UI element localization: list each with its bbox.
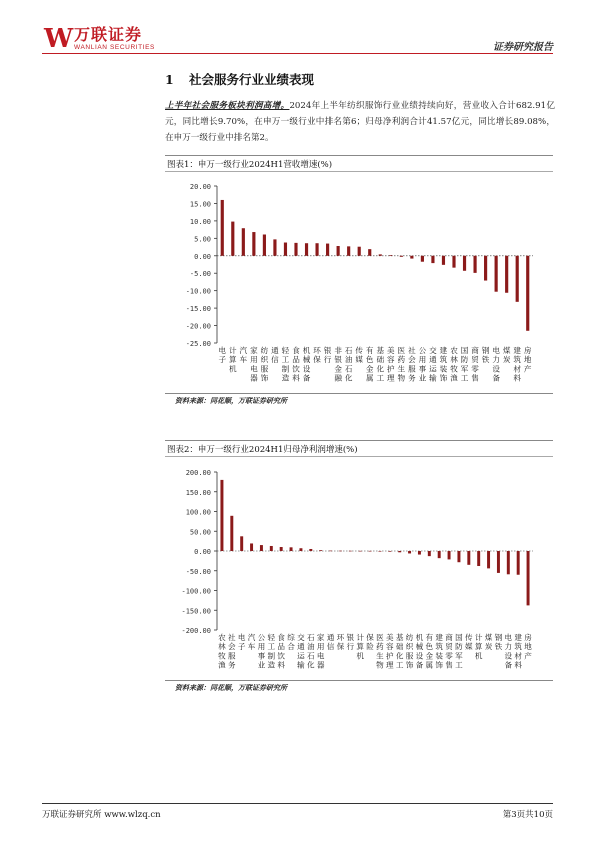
bar: [484, 256, 487, 281]
bar: [240, 536, 243, 551]
bar: [284, 243, 287, 256]
y-tick-label: 50.00: [189, 528, 211, 537]
bar: [428, 551, 431, 556]
x-tick-label: 社会服务: [408, 346, 416, 383]
x-tick-label: 煤炭: [484, 633, 493, 652]
bar: [220, 480, 223, 551]
figure-2-source: 资料来源：同花顺，万联证券研究所: [175, 684, 287, 692]
bar: [378, 551, 381, 552]
y-tick-label: 5.00: [194, 235, 211, 244]
y-tick-label: 0.00: [194, 548, 211, 556]
bar: [497, 551, 500, 573]
bar: [347, 246, 350, 255]
x-tick-label: 电子: [237, 633, 246, 652]
bar: [487, 551, 490, 568]
bar: [242, 228, 245, 256]
y-tick-label: -20.00: [185, 322, 211, 331]
bar: [477, 551, 480, 566]
bar: [438, 551, 441, 558]
bar: [273, 239, 276, 255]
header-divider: [42, 53, 553, 54]
x-tick-label: 美容护理: [387, 346, 395, 383]
x-tick-label: 通信: [271, 346, 279, 365]
y-tick-label: 100.00: [185, 508, 211, 517]
y-tick-label: -10.00: [185, 287, 211, 296]
x-tick-label: 公用事业: [257, 633, 266, 670]
bar: [319, 550, 322, 551]
bar: [263, 234, 266, 255]
bar: [400, 256, 403, 257]
figure-2-bottom-rule: [165, 680, 553, 681]
bar: [505, 256, 508, 293]
logo-mark: W: [44, 24, 72, 54]
paragraph-lead: 上半年社会服务板块利润高增。: [165, 101, 290, 111]
x-tick-label: 基础化工: [376, 346, 385, 383]
x-tick-label: 社会服务: [228, 633, 236, 670]
bar: [230, 516, 233, 551]
x-tick-label: 商贸零售: [445, 633, 453, 670]
x-tick-label: 电力设备: [504, 633, 513, 670]
bar: [495, 256, 498, 292]
bar: [280, 547, 283, 551]
page-number: 第3页共10页: [502, 810, 553, 820]
bar: [368, 249, 371, 256]
x-tick-label: 环保: [313, 346, 321, 365]
y-tick-label: 200.00: [185, 469, 211, 477]
x-tick-label: 通信: [326, 633, 335, 652]
y-tick-label: -5.00: [189, 270, 211, 279]
x-tick-label: 农林牧渔: [450, 346, 458, 383]
logo-english-name: WANLIAN SECURITIES: [74, 44, 155, 51]
logo-chinese-name: 万联证券: [74, 25, 143, 44]
y-tick-label: 10.00: [189, 217, 211, 226]
bar: [349, 551, 352, 552]
y-tick-label: 0.00: [194, 252, 211, 261]
x-tick-label: 建筑装饰: [439, 346, 448, 383]
bar: [398, 551, 401, 552]
bar: [473, 256, 476, 273]
bar: [359, 551, 362, 552]
x-tick-label: 农林牧渔: [218, 633, 226, 670]
bar: [463, 256, 466, 271]
bar: [517, 551, 520, 575]
y-tick-label: -150.00: [181, 607, 211, 616]
figure-2: [165, 440, 553, 689]
x-tick-label: 国防军工: [460, 346, 469, 383]
bar: [221, 200, 224, 256]
figure-1: [165, 155, 553, 397]
y-tick-label: -25.00: [185, 340, 211, 348]
x-tick-label: 房地产: [524, 633, 532, 661]
x-tick-label: 机械设备: [415, 633, 424, 670]
section-number: 1: [165, 72, 174, 87]
x-tick-label: 食品饮料: [277, 633, 285, 670]
bar: [315, 243, 318, 256]
bar: [421, 256, 424, 262]
bar: [231, 222, 234, 256]
bar: [388, 551, 391, 552]
x-tick-label: 电子: [218, 346, 227, 365]
x-tick-label: 非银金融: [334, 346, 342, 383]
paragraph-body: 2024年上半年纺织服饰行业业绩持续向好，营业收入合计682.91亿元，同比增长9.70%，在申万一级行业中排名第6；归母净利润合计41.57亿元，同比增长89.08%，在申万一级行业中排名第2。: [165, 101, 555, 143]
x-tick-label: 汽车: [239, 346, 248, 365]
footer-divider: [42, 803, 553, 804]
bar: [389, 255, 392, 256]
x-tick-label: 家用电器: [316, 633, 325, 670]
bar: [326, 244, 329, 256]
x-tick-label: 建筑装饰: [435, 633, 443, 670]
bar: [270, 546, 273, 551]
bar: [369, 551, 372, 552]
body-paragraph: [165, 98, 555, 146]
x-tick-label: 计算机: [474, 633, 483, 661]
x-tick-label: 综合: [287, 633, 295, 652]
x-tick-label: 石油石化: [344, 346, 353, 383]
bar: [299, 548, 302, 551]
x-tick-label: 商贸零售: [471, 346, 479, 383]
bar: [410, 256, 413, 259]
x-tick-label: 国防军工: [455, 633, 463, 670]
bar: [467, 551, 470, 565]
y-tick-label: -200.00: [181, 627, 211, 635]
x-tick-label: 计算机: [356, 633, 364, 661]
figure-1-source: 资料来源：同花顺，万联证券研究所: [175, 397, 287, 405]
y-tick-label: -100.00: [181, 587, 211, 596]
bar: [457, 551, 460, 562]
y-tick-label: 15.00: [189, 200, 211, 209]
bar: [527, 551, 530, 605]
section-title: [165, 70, 314, 88]
x-tick-label: 纺织服饰: [405, 633, 414, 670]
y-tick-label: -50.00: [185, 567, 211, 576]
x-tick-label: 汽车: [247, 633, 256, 652]
report-type: 证券研究报告: [493, 42, 553, 53]
bar: [379, 254, 382, 255]
x-tick-label: 公用事业: [418, 346, 427, 383]
bar: [290, 547, 293, 551]
x-tick-label: 银行: [323, 346, 332, 365]
x-tick-label: 纺织服饰: [260, 346, 269, 383]
y-tick-label: 150.00: [185, 488, 211, 497]
bar: [507, 551, 510, 574]
section-title-text: 社会服务行业业绩表现: [189, 72, 315, 87]
bar: [339, 551, 342, 552]
bar: [448, 551, 451, 559]
x-tick-label: 煤炭: [502, 346, 511, 365]
x-tick-label: 传媒: [355, 346, 363, 365]
brand-logo: [44, 26, 164, 52]
x-tick-label: 建筑材料: [513, 346, 521, 383]
x-tick-label: 建筑材料: [514, 633, 522, 670]
net-profit-growth-chart: [165, 457, 553, 689]
x-tick-label: 保险: [366, 633, 374, 652]
x-tick-label: 家用电器: [250, 346, 258, 383]
x-tick-label: 银行: [346, 633, 355, 652]
x-tick-label: 有色金属: [425, 633, 434, 670]
x-tick-label: 轻工制造: [281, 346, 290, 383]
bar: [452, 256, 455, 268]
bar: [260, 545, 263, 551]
bar: [305, 243, 308, 256]
x-tick-label: 房地产: [523, 346, 532, 374]
bar: [418, 551, 421, 555]
bar: [442, 256, 445, 265]
bar: [431, 256, 434, 263]
bar: [252, 232, 255, 256]
x-tick-label: 医药生物: [397, 346, 406, 383]
x-tick-label: 食品饮料: [292, 346, 300, 383]
x-tick-label: 计算机: [229, 346, 237, 374]
x-tick-label: 石油石化: [307, 633, 315, 670]
x-tick-label: 环保: [336, 633, 345, 652]
x-tick-label: 机械设备: [302, 346, 311, 383]
x-tick-label: 基础化工: [395, 633, 404, 670]
bar: [408, 551, 411, 553]
y-tick-label: 20.00: [189, 183, 211, 191]
y-tick-label: -15.00: [185, 305, 211, 314]
bar: [526, 256, 529, 331]
x-tick-label: 钢铁: [481, 346, 490, 365]
figure-1-title: 图表1：申万一级行业2024H1营收增速(%): [165, 156, 553, 172]
bar: [329, 551, 332, 552]
bar: [337, 246, 340, 256]
bar: [516, 256, 519, 302]
x-tick-label: 医药生物: [376, 633, 384, 670]
x-tick-label: 电力设备: [492, 346, 500, 383]
x-tick-label: 钢铁: [494, 633, 503, 652]
x-tick-label: 交通运输: [297, 633, 305, 670]
bar: [294, 243, 297, 256]
x-tick-label: 有色金属: [365, 346, 374, 383]
figure-2-title: 图表2：申万一级行业2024H1归母净利润增速(%): [165, 441, 553, 457]
x-tick-label: 传媒: [465, 633, 473, 652]
x-tick-label: 轻工制造: [267, 633, 276, 670]
x-tick-label: 美容护理: [386, 633, 394, 670]
bar: [250, 543, 253, 551]
footer-website: 万联证券研究所 www.wlzq.cn: [42, 810, 161, 820]
bar: [309, 549, 312, 551]
revenue-growth-chart: [165, 172, 553, 397]
figure-1-bottom-rule: [165, 393, 553, 394]
x-tick-label: 交通运输: [429, 346, 437, 383]
bar: [358, 247, 361, 256]
